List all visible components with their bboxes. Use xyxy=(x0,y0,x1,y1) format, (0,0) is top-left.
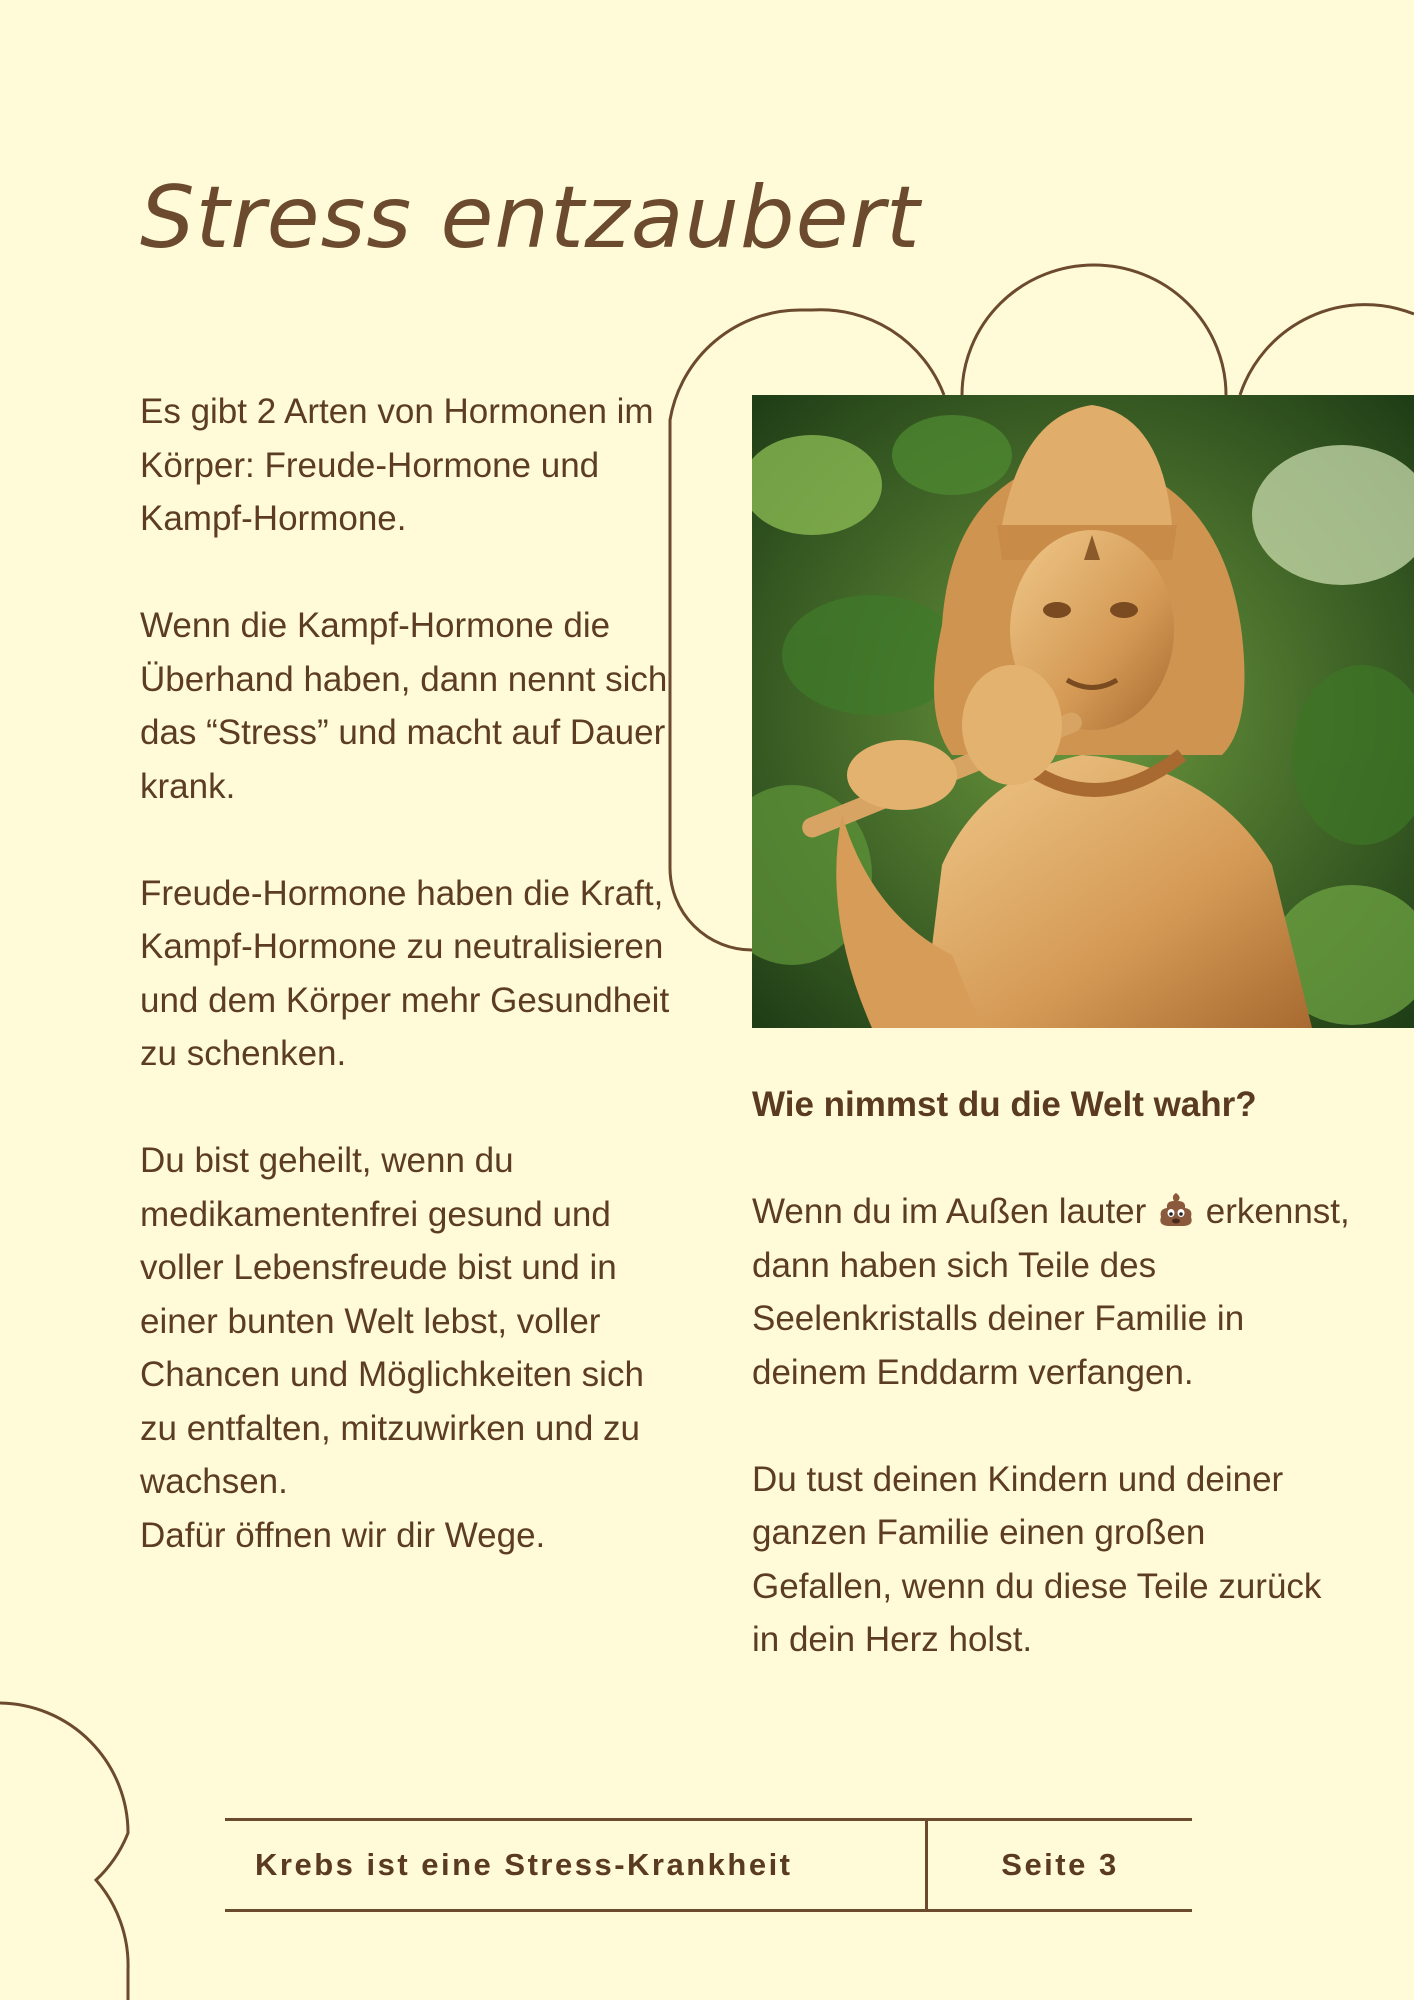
perception-text-start: Wenn du im Außen lauter xyxy=(752,1192,1147,1231)
paragraph-ways: Dafür öffnen wir dir Wege. xyxy=(140,1515,546,1555)
paragraph-perception xyxy=(752,1185,1352,1399)
footer-bar xyxy=(225,1818,1192,1912)
paragraph-hormone-types: Es gibt 2 Arten von Hormonen im Körper: Freude-Hormone und Kampf-Hormone. xyxy=(140,392,654,538)
section-heading: Wie nimmst du die Welt wahr? xyxy=(752,1085,1257,1124)
statue-illustration xyxy=(752,395,1414,1028)
footer-title: Krebs ist eine Stress-Krankheit xyxy=(255,1847,793,1882)
krishna-statue-photo xyxy=(752,395,1414,1028)
paragraph-joy-hormones: Freude-Hormone haben die Kraft, Kampf-Hormone zu neutralisieren und dem Körper mehr Gesundheit zu schenken. xyxy=(140,873,670,1073)
poop-emoji-icon xyxy=(1156,1189,1196,1229)
paragraph-family: Du tust deinen Kindern und deiner ganzen Familie einen großen Gefallen, wenn du diese Teile zurück in dein Herz holst. xyxy=(752,1459,1322,1659)
left-text-column xyxy=(140,385,680,1562)
paragraph-healed: Du bist geheilt, wenn du medikamentenfrei gesund und voller Lebensfreude bist und in einer bunten Welt lebst, voller Chancen und Möglichkeiten sich zu entfalten, mitzuwirken und zu wachsen. xyxy=(140,1141,644,1501)
page-title: Stress entzaubert xyxy=(140,168,921,268)
page-number: Seite 3 xyxy=(1001,1847,1119,1882)
paragraph-stress-definition: Wenn die Kampf-Hormone die Überhand haben, dann nennt sich das “Stress” und macht auf Dauer krank. xyxy=(140,606,668,806)
perception-text-end: erkennst, dann haben sich Teile des Seelenkristalls deiner Familie in deinem Enddarm verfangen. xyxy=(752,1192,1350,1392)
right-text-column xyxy=(752,1078,1352,1720)
